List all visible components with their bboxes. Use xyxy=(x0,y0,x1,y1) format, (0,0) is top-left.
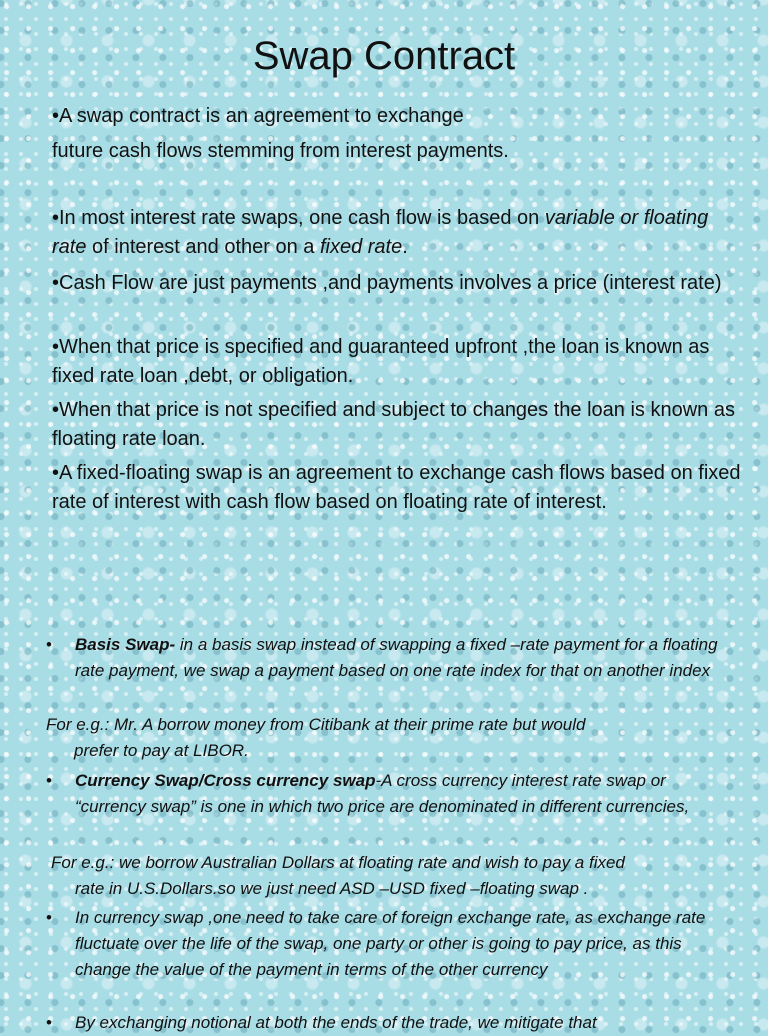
example2-line1: For e.g.: we borrow Australian Dollars at floating rate and wish to pay a fixed xyxy=(51,853,625,872)
para2-fixed-rate: fixed rate xyxy=(319,236,403,258)
example-basis-swap xyxy=(46,712,746,764)
paragraph-cash-flow: •Cash Flow are just payments ,and payments involves a price (interest rate) xyxy=(52,272,722,294)
paragraph-definition xyxy=(52,102,742,131)
bullet-basis-swap xyxy=(46,632,736,684)
paragraph-interest-rate-swaps xyxy=(52,204,742,262)
basis-swap-label: Basis Swap- xyxy=(75,635,176,654)
example2-line2: rate in U.S.Dollars.so we just need ASD –USD fixed –floating swap . xyxy=(75,879,589,898)
para2-part-b: of interest and other on a xyxy=(86,236,320,258)
slide-title: Swap Contract xyxy=(252,34,516,78)
example1-line1: For e.g.: Mr. A borrow money from Citibank at their prime rate but would xyxy=(46,715,586,734)
paragraph-definition-line1: •A swap contract is an agreement to exchange xyxy=(52,105,464,127)
bullet-dot: • xyxy=(46,908,52,927)
paragraph-floating-rate-loan: •When that price is not specified and subject to changes the loan is known as floating rate loan. xyxy=(52,399,735,450)
para2-variable-rate: variable or floating rate xyxy=(52,207,709,258)
currency-swap-label: Currency Swap/Cross currency swap xyxy=(75,771,376,790)
bullet-dot: • xyxy=(46,635,52,654)
notional-exchange-text: By exchanging notional at both the ends of the trade, we mitigate that xyxy=(75,1013,597,1032)
fx-rate-text: In currency swap ,one need to take care of foreign exchange rate, as exchange rate fluctuate over the life of the swap, one party or other is going to pay price, as this change the value of the payment in terms of the other currency xyxy=(75,908,706,979)
bullet-currency-swap xyxy=(46,768,736,820)
example-currency-swap xyxy=(51,850,751,902)
currency-swap-text: -A cross currency interest rate swap or “currency swap” is one in which two price are denominated in different currencies, xyxy=(75,771,690,816)
para2-part-c: . xyxy=(402,236,408,258)
bullet-dot: • xyxy=(46,771,52,790)
paragraph-fixed-floating-swap: •A fixed-floating swap is an agreement to exchange cash flows based on fixed rate of interest with cash flow based on floating rate of interest. xyxy=(52,462,741,513)
bullet-dot: • xyxy=(46,1013,52,1032)
paragraph-fixed-rate-loan: •When that price is specified and guaranteed upfront ,the loan is known as fixed rate loan ,debt, or obligation. xyxy=(52,336,710,387)
basis-swap-text: in a basis swap instead of swapping a fixed –rate payment for a floating rate payment, we swap a payment based on one rate index for that on another index xyxy=(75,635,718,680)
paragraph-definition-line2: future cash flows stemming from interest payments. xyxy=(52,140,509,162)
paragraph-definition-cont xyxy=(52,137,742,166)
bullet-fx-rate xyxy=(46,905,736,983)
example1-line2: prefer to pay at LIBOR. xyxy=(74,741,249,760)
bullet-notional-exchange xyxy=(46,1010,736,1036)
para2-part-a: •In most interest rate swaps, one cash flow is based on xyxy=(52,207,545,229)
